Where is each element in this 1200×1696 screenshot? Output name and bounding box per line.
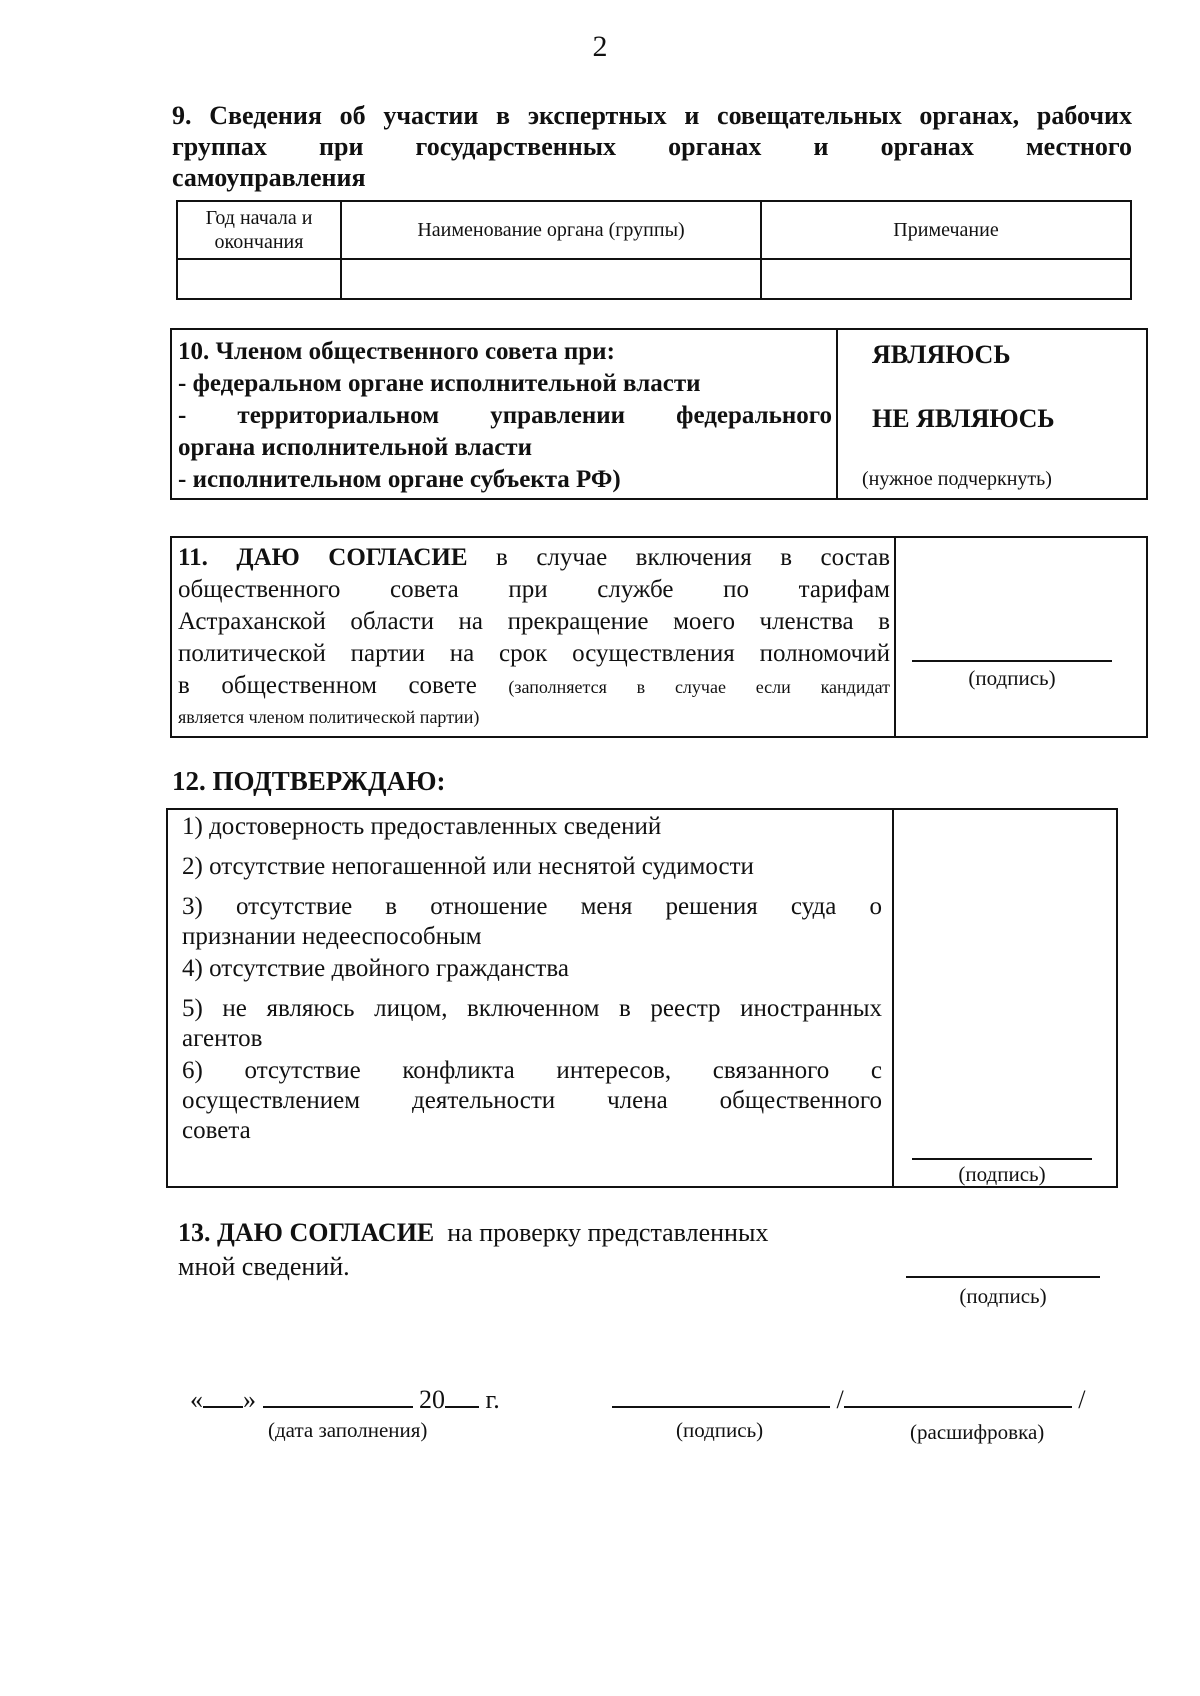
consent-heading: 13. ДАЮ СОГЛАСИЕ: [178, 1218, 435, 1247]
list-item-line: 3) отсутствие в отношение меня решения суда о: [182, 893, 882, 920]
consent-heading: 11. ДАЮ СОГЛАСИЕ: [178, 544, 468, 571]
section-13-line: на проверку представленных: [447, 1218, 769, 1247]
section-11-text: [178, 542, 890, 731]
list-item-line: 2) отсутствие непогашенной или неснятой судимости: [182, 853, 754, 880]
section-11-line: в случае включения в состав: [496, 544, 890, 571]
list-item: [182, 812, 882, 842]
section-11-note: (заполняется в случае если кандидат: [508, 677, 891, 697]
signature-label: (подпись): [958, 1162, 1046, 1186]
section-11-line: общественного совета при службе по тарифам: [178, 576, 890, 603]
section-11-line: Астраханской области на прекращение моего членства в: [178, 608, 890, 635]
list-item-line: 6) отсутствие конфликта интересов, связанного с: [182, 1057, 882, 1084]
signature-line[interactable]: [912, 660, 1112, 662]
page-number: 2: [592, 30, 608, 63]
date-label: (дата заполнения): [268, 1418, 428, 1442]
section-9-title-line: 9. Сведения об участии в экспертных и совещательных органах, рабочих: [172, 101, 1132, 130]
section-9-title-line: группах при государственных органах и органах местного: [172, 132, 1132, 161]
month-blank[interactable]: [263, 1382, 413, 1408]
open-quote: «: [190, 1385, 203, 1414]
section-11-note: является членом политической партии): [178, 707, 480, 727]
year-prefix: 20: [419, 1385, 445, 1414]
list-item: [182, 1056, 882, 1146]
section-11-line: в общественном совете: [178, 672, 477, 699]
section-11-divider: [894, 538, 896, 736]
option-member-yes[interactable]: ЯВЛЯЮСЬ: [872, 340, 1011, 369]
list-item: [182, 994, 882, 1054]
section-12-title: 12. ПОДТВЕРЖДАЮ:: [172, 766, 446, 796]
section-12-divider: [892, 810, 894, 1186]
section-10-line: - исполнительном органе субъекта РФ): [178, 466, 621, 493]
confirmation-list: [182, 812, 882, 1156]
header-years: Год начала и окончания: [177, 201, 341, 259]
section-13-text: [178, 1216, 858, 1284]
section-11-line: политической партии на срок осуществления полномочий: [178, 640, 890, 667]
list-item-line: совета: [182, 1117, 251, 1144]
signature-line[interactable]: [912, 1158, 1092, 1160]
list-item-line: осуществлением деятельности члена общественного: [182, 1087, 882, 1114]
section-10-line: - территориальном управлении федерального: [178, 402, 832, 429]
section-10-divider: [836, 330, 838, 498]
close-quote: »: [243, 1385, 256, 1414]
section-10-line: - федеральном органе исполнительной власти: [178, 370, 701, 397]
table-row: [177, 259, 1131, 299]
signature-line[interactable]: [906, 1276, 1100, 1278]
list-item-line: 1) достоверность предоставленных сведений: [182, 813, 662, 840]
slash: /: [836, 1385, 844, 1414]
list-item-line: агентов: [182, 1025, 263, 1052]
signature-decoding-field: [612, 1382, 1085, 1415]
table-cell-years[interactable]: [177, 259, 341, 299]
date-field: [190, 1382, 500, 1415]
year-blank[interactable]: [445, 1382, 479, 1408]
signature-label: (подпись): [959, 1284, 1047, 1308]
section-11-box: [170, 536, 1148, 738]
header-note: Примечание: [761, 201, 1131, 259]
day-blank[interactable]: [203, 1382, 243, 1408]
header-organ-name: Наименование органа (группы): [341, 201, 761, 259]
list-item: [182, 954, 882, 984]
year-suffix: г.: [485, 1385, 500, 1414]
signature-label: (подпись): [676, 1418, 764, 1442]
section-13-line: мной сведений.: [178, 1252, 350, 1281]
list-item: [182, 892, 882, 952]
table-header-row: [177, 201, 1131, 259]
table-cell-organ-name[interactable]: [341, 259, 761, 299]
signature-label: (подпись): [968, 666, 1056, 690]
decoding-blank[interactable]: [844, 1382, 1072, 1408]
list-item: [182, 852, 882, 882]
list-item-line: 5) не являюсь лицом, включенном в реестр иностранных: [182, 995, 882, 1022]
section-10-line: органа исполнительной власти: [178, 434, 532, 461]
list-item-line: 4) отсутствие двойного гражданства: [182, 955, 569, 982]
underline-note: (нужное подчеркнуть): [862, 468, 1052, 490]
section-10-text: [178, 336, 832, 496]
section-9-table: [176, 200, 1132, 300]
decoding-label: (расшифровка): [910, 1420, 1045, 1444]
section-9-title: [172, 100, 1132, 193]
slash: /: [1078, 1385, 1086, 1414]
section-9-title-line: самоуправления: [172, 163, 366, 192]
signature-blank[interactable]: [612, 1382, 830, 1408]
option-member-no[interactable]: НЕ ЯВЛЯЮСЬ: [872, 404, 1055, 433]
list-item-line: признании недееспособным: [182, 923, 482, 950]
section-12-box: [166, 808, 1118, 1188]
section-10-line: 10. Членом общественного совета при:: [178, 338, 615, 365]
section-10-box: [170, 328, 1148, 500]
table-cell-note[interactable]: [761, 259, 1131, 299]
